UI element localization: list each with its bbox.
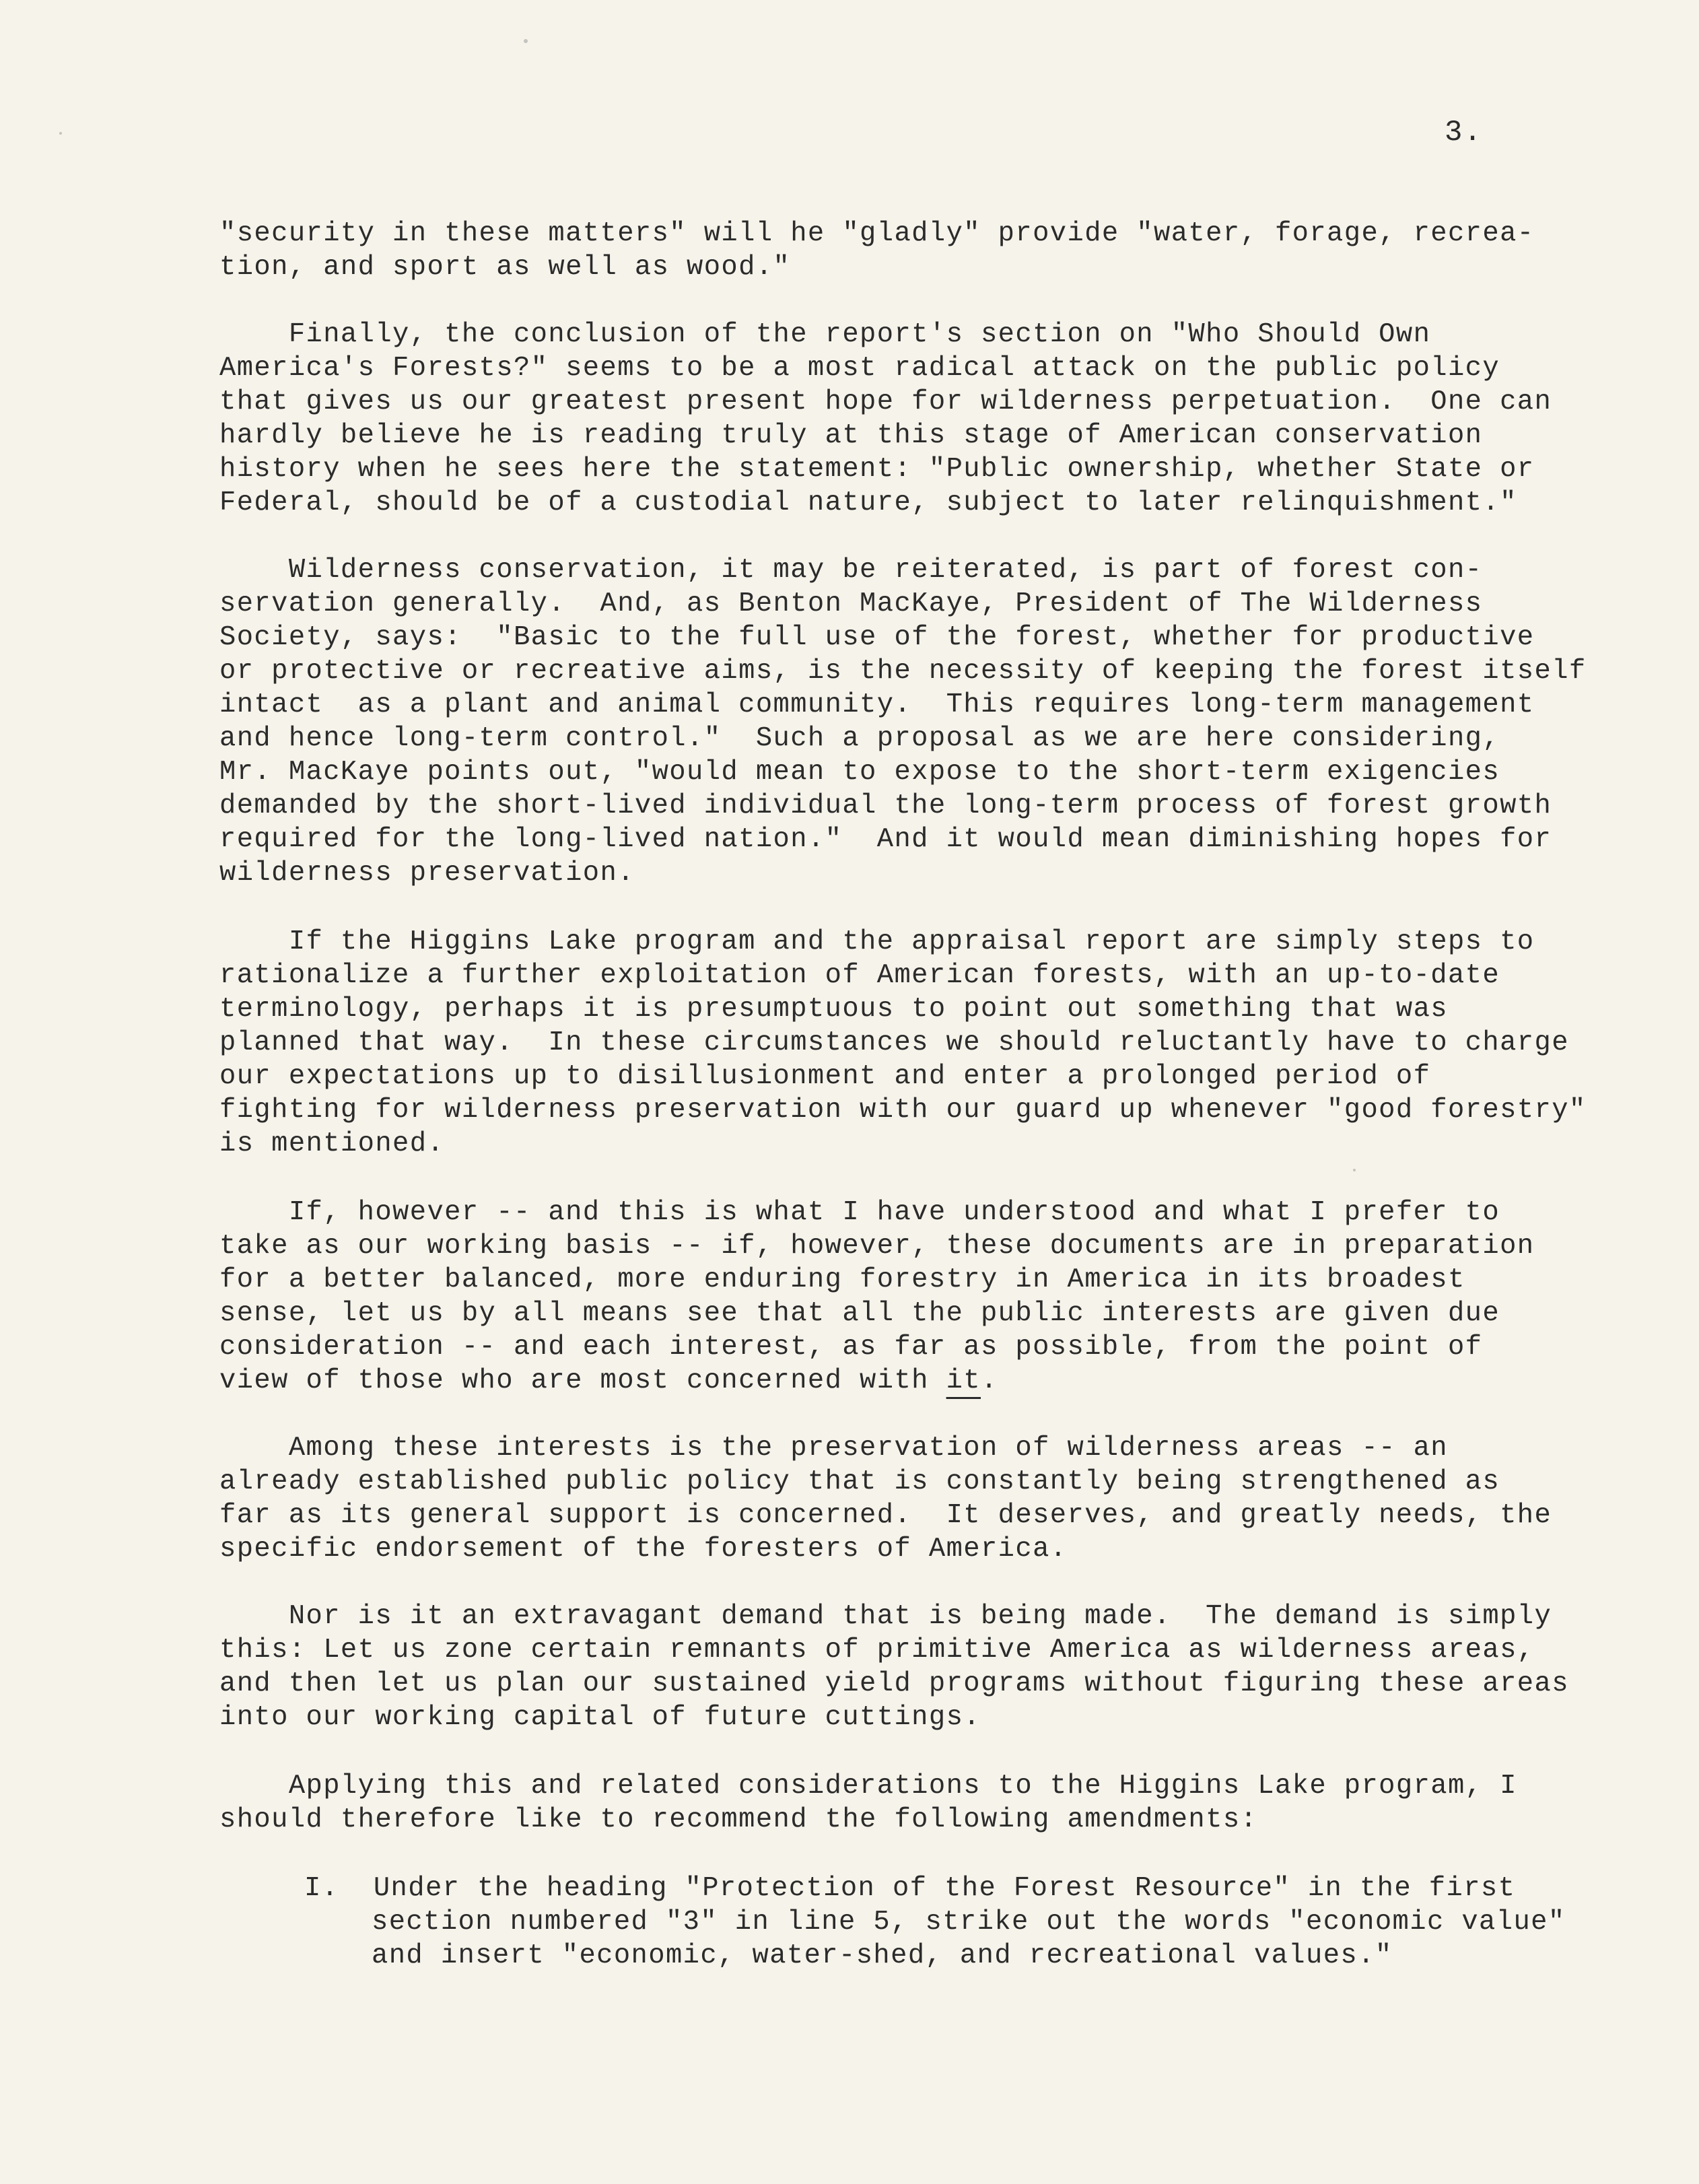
text-fragment: Under the heading "Protection of the Forest Resource" in the first: [373, 1873, 1516, 1904]
text-line: specific endorsement of the foresters of America.: [219, 1534, 1068, 1565]
paragraph-interests: [219, 1431, 1599, 1566]
text-line: required for the long-lived nation." And it would mean diminishing hopes for: [219, 824, 1552, 855]
text-line: terminology, perhaps it is presumptuous to point out something that was: [219, 994, 1448, 1025]
text-line: Nor is it an extravagant demand that is being made. The demand is simply: [219, 1601, 1552, 1632]
text-line: and insert "economic, water-shed, and recreational values.": [372, 1940, 1393, 1971]
text-line: Mr. MacKaye points out, "would mean to expose to the short-term exigencies: [219, 757, 1500, 788]
text-line: is mentioned.: [219, 1128, 445, 1159]
underlined-word: it: [946, 1365, 981, 1396]
text-line: America's Forests?" seems to be a most radical attack on the public policy: [219, 353, 1500, 384]
text-line: "security in these matters" will he "gladly" provide "water, forage, recrea-: [219, 218, 1535, 249]
text-line: section numbered "3" in line 5, strike out the words "economic value": [372, 1907, 1566, 1938]
text-line: demanded by the short-lived individual the long-term process of forest growth: [219, 790, 1552, 821]
text-line: into our working capital of future cuttings.: [219, 1702, 981, 1733]
text-line: fighting for wilderness preservation with our guard up whenever "good forestry": [219, 1095, 1587, 1126]
text-line: take as our working basis -- if, however, these documents are in preparation: [219, 1231, 1535, 1262]
paper-speck: [1353, 1169, 1356, 1171]
text-line: Society, says: "Basic to the full use of the forest, whether for productive: [219, 622, 1535, 653]
text-line: already established public policy that is constantly being strengthened as: [219, 1466, 1500, 1497]
paragraph-continuation: [219, 217, 1599, 284]
paragraph-amendments-intro: [219, 1769, 1599, 1837]
paragraph-working-basis: [219, 1196, 1599, 1398]
text-line: intact as a plant and animal community. This requires long-term management: [219, 689, 1535, 720]
text-line: and then let us plan our sustained yield programs without figuring these areas: [219, 1668, 1569, 1699]
text-line: history when he sees here the statement: "Public ownership, whether State or: [219, 454, 1535, 485]
text-line: If, however -- and this is what I have understood and what I prefer to: [219, 1197, 1500, 1228]
text-line: wilderness preservation.: [219, 858, 635, 889]
text-line: If the Higgins Lake program and the appraisal report are simply steps to: [219, 926, 1535, 957]
text-line: Among these interests is the preservation of wilderness areas -- an: [219, 1433, 1448, 1464]
paper-speck: [59, 132, 62, 135]
text-line: for a better balanced, more enduring forestry in America in its broadest: [219, 1264, 1465, 1295]
text-line: consideration -- and each interest, as far as possible, from the point of: [219, 1332, 1483, 1363]
text-fragment: .: [981, 1365, 998, 1396]
text-line: far as its general support is concerned. It deserves, and greatly needs, the: [219, 1500, 1552, 1531]
text-line: tion, and sport as well as wood.": [219, 252, 791, 283]
text-line: Applying this and related considerations to the Higgins Lake program, I: [219, 1771, 1517, 1802]
text-line: that gives us our greatest present hope for wilderness perpetuation. One can: [219, 386, 1552, 417]
paragraph-mackaye: [219, 553, 1599, 890]
paragraph-ownership: [219, 318, 1599, 520]
paragraph-higgins-lake: [219, 925, 1599, 1161]
text-line: sense, let us by all means see that all the public interests are given due: [219, 1298, 1500, 1329]
page-number: 3.: [1445, 116, 1483, 149]
text-line: hardly believe he is reading truly at this stage of American conservation: [219, 420, 1483, 451]
text-line: or protective or recreative aims, is the necessity of keeping the forest itself: [219, 656, 1587, 687]
amendment-item: [219, 1872, 1599, 1973]
text-line: our expectations up to disillusionment and enter a prolonged period of: [219, 1061, 1431, 1092]
paragraph-demand: [219, 1600, 1599, 1734]
text-line: [219, 1364, 1599, 1398]
text-line: rationalize a further exploitation of American forests, with an up-to-date: [219, 960, 1500, 991]
amendment-first-line: [219, 1872, 1599, 1905]
paper-speck: [524, 39, 528, 43]
text-fragment: view of those who are most concerned with: [219, 1365, 946, 1396]
text-line: Finally, the conclusion of the report's section on "Who Should Own: [219, 319, 1431, 350]
text-line: Wilderness conservation, it may be reiterated, is part of forest con-: [219, 555, 1483, 586]
text-line: and hence long-term control." Such a proposal as we are here considering,: [219, 723, 1500, 754]
text-line: servation generally. And, as Benton MacKaye, President of The Wilderness: [219, 588, 1483, 619]
text-line: should therefore like to recommend the following amendments:: [219, 1804, 1258, 1835]
text-line: Federal, should be of a custodial nature, subject to later relinquishment.": [219, 487, 1517, 518]
amendment-marker: I.: [304, 1873, 339, 1904]
text-line: planned that way. In these circumstances we should reluctantly have to charge: [219, 1027, 1569, 1058]
text-line: this: Let us zone certain remnants of primitive America as wilderness areas,: [219, 1635, 1535, 1666]
